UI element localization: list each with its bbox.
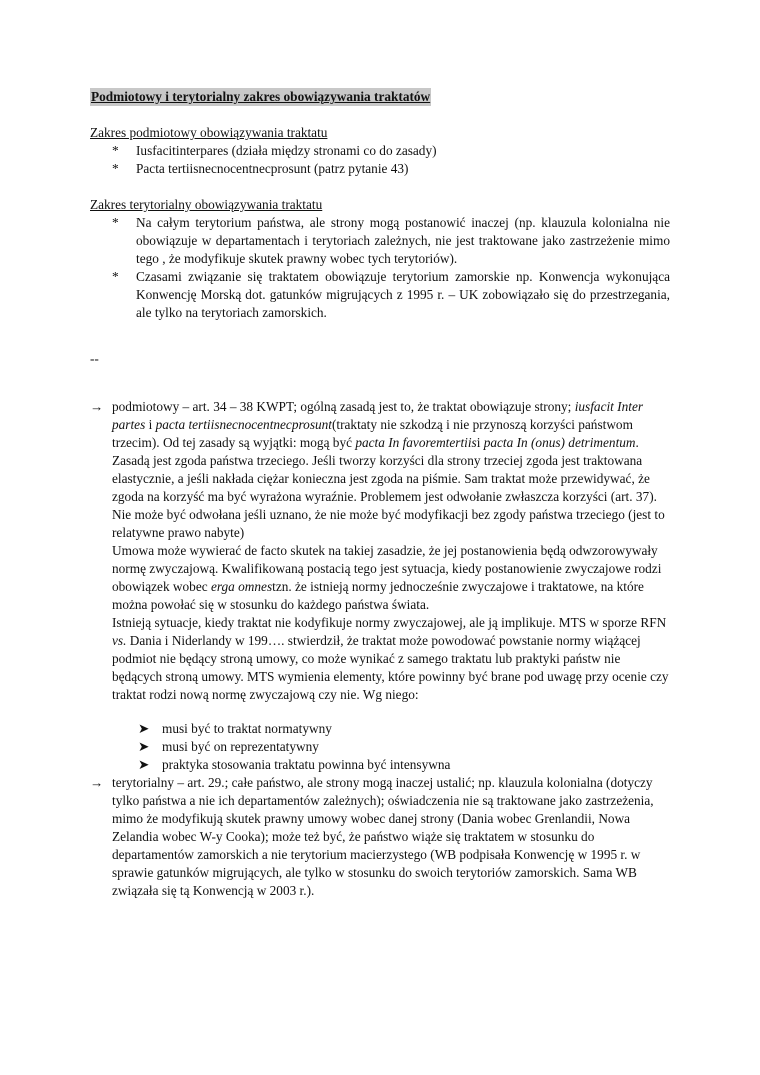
arrowhead-bullet-icon: ➤ [138, 721, 150, 736]
paragraph: podmiotowy – art. 34 – 38 KWPT; ogólną zasadą jest to, że traktat obowiązuje strony; iusfacit Inter partes i pacta tertiisnecnocentnecprosunt(traktaty nie szkodzą i nie przynoszą korzyści państwom trzecim). Od tej zasady są wyjątki: mogą być pacta In favoremtertiisi pacta In (onus) detrimentum. Zasadą jest zgoda państwa trzeciego. Jeśli tworzy korzyści dla strony trzeciej zgoda jest traktowana elastycznie, a jeśli nakłada ciężar konieczna jest zgoda na piśmie. Sam traktat może przewidywać, że zgoda na korzyść ma być wyrażona wyraźnie. Problemem jest odwołanie zwłaszcza korzyści (art. 37). Nie może być odwołana jeśli uznano, że nie może być modyfikacji bez zgody państwa trzeciego (jest to relatywne prawo nabyte) [112, 399, 665, 540]
document-title: Podmiotowy i terytorialny zakres obowiązywania traktatów [91, 89, 431, 104]
list-item: * Iusfacitinterpares (działa między stronami co do zasady) [112, 143, 437, 158]
subjective-scope-block [90, 398, 670, 774]
arrow-right-icon: → [90, 399, 104, 414]
separator: -- [90, 351, 99, 366]
territorial-list [90, 214, 670, 322]
subjective-list [90, 142, 670, 178]
list-item: * Czasami związanie się traktatem obowiązuje terytorium zamorskie np. Konwencja wykonująca Konwencję Morską dot. gatunków migrujących z 1995 r. – UK zobowiązało się do przestrzegania, ale tylko na terytoriach zamorskich. [112, 269, 670, 320]
arrowhead-bullet-icon: ➤ [138, 757, 150, 772]
asterisk-bullet-icon: * [112, 215, 119, 230]
asterisk-bullet-icon: * [112, 269, 119, 284]
section-heading-territorial: Zakres terytorialny obowiązywania traktatu [90, 197, 323, 212]
list-item: ➤ musi być to traktat normatywny [138, 721, 332, 736]
list-item: ➤ musi być on reprezentatywny [138, 739, 319, 754]
arrowhead-bullet-icon: ➤ [138, 739, 150, 754]
paragraph: Istnieją sytuacje, kiedy traktat nie kodyfikuje normy zwyczajowej, ale ją implikuje. MTS w sporze RFN vs. Dania i Niderlandy w 199…. stwierdził, że traktat może powodować powstanie normy wiążącej podmiot nie będący stroną umowy, co może wynikać z samego traktatu lub praktyki państw nie będących stroną umowy. MTS wymienia elementy, które powinny być brane pod uwagę przy ocenie czy traktat rodzi nową normę zwyczajową czy nie. Wg niego: [112, 615, 669, 702]
asterisk-bullet-icon: * [112, 161, 119, 176]
paragraph: Umowa może wywierać de facto skutek na takiej zasadzie, że jej postanowienia będą odwzorowywały normę zwyczajową. Kwalifikowaną postacią tego jest sytuacja, kiedy postanowienie zwyczajowe rodzi obowiązek wobec erga omnestzn. że istnieją normy jednocześnie zwyczajowe i traktatowe, na które można powołać się w stosunku do każdego państwa świata. [112, 543, 662, 612]
section-heading-subjective: Zakres podmiotowy obowiązywania traktatu [90, 125, 328, 140]
paragraph: terytorialny – art. 29.; całe państwo, ale strony mogą inaczej ustalić; np. klauzula kolonialna (dotyczy tylko państwa a nie ich departamentów zależnych); oświadczenia nie są traktowane jako zastrzeżenia, mimo że modyfikują skutek prawny umowy wobec danej strony (Dania wobec Grenlandii, Nowa Zelandia wobec W-y Cooka); może też być, że państwo wiąże się traktatem w stosunku do departamentów zamorskich a nie terytorium macierzystego (WB podpisała Konwencję w 1995 r. w sprawie gatunków migrujących, ale tylko w stosunku do swoich terytoriów zamorskich. Sama WB związała się tą Konwencją w 2003 r.). [112, 775, 654, 898]
document-page [90, 88, 670, 900]
asterisk-bullet-icon: * [112, 143, 119, 158]
territorial-scope-block [90, 774, 670, 900]
list-item: ➤ praktyka stosowania traktatu powinna być intensywna [138, 757, 451, 772]
list-item: * Na całym terytorium państwa, ale strony mogą postanowić inaczej (np. klauzula kolonialna nie obowiązuje w departamentach i terytoriach zależnych, nie jest traktowane jako zastrzeżenie mimo tego , że modyfikuje skutek prawny wobec tych terytoriów). [112, 215, 670, 266]
list-item: * Pacta tertiisnecnocentnecprosunt (patrz pytanie 43) [112, 161, 409, 176]
criteria-list [90, 720, 670, 774]
arrow-right-icon: → [90, 775, 104, 790]
